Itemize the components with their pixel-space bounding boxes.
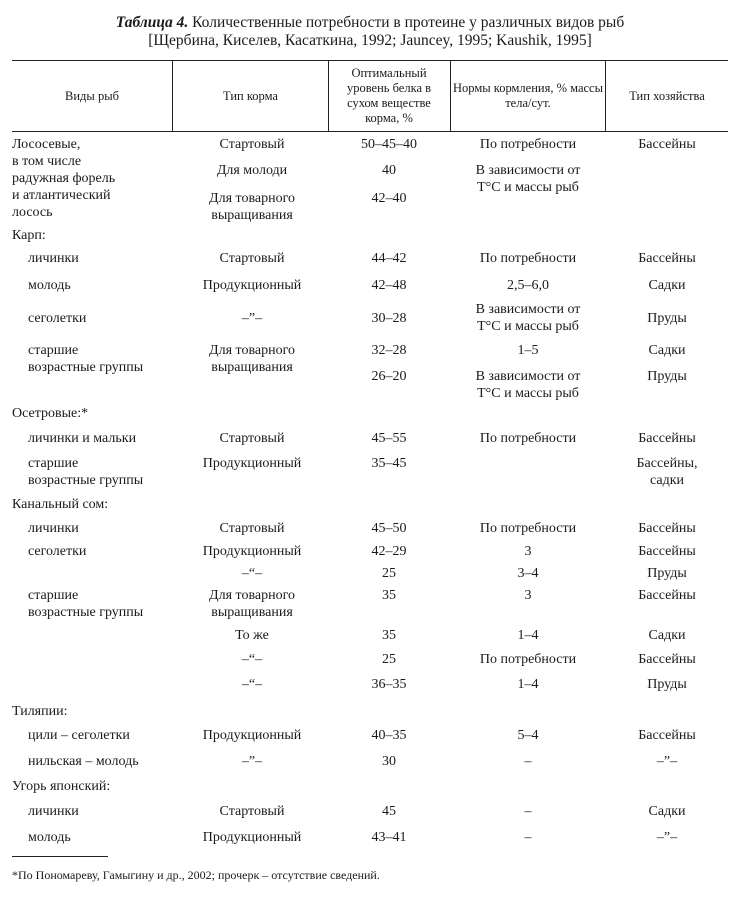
norms-cell: В зависимости от (475, 369, 581, 384)
protein-cell: 40 (382, 163, 396, 178)
protein-cell: 35–45 (371, 456, 407, 471)
header-species: Виды рыб (65, 88, 119, 103)
species-label: личинки и мальки (28, 431, 137, 446)
norms-cell: 2,5–6,0 (507, 278, 549, 293)
species-label: старшие (28, 456, 79, 471)
norms-cell: T°C и массы рыб (477, 319, 579, 334)
species-label: старшие (28, 343, 79, 358)
norms-cell: В зависимости от (475, 302, 581, 317)
species-group-label: Карп: (12, 228, 46, 243)
protein-cell: 45–55 (371, 431, 407, 446)
feed-type-cell: Для товарного (209, 588, 295, 603)
farm-cell: Бассейны (638, 652, 696, 667)
feed-type-cell: –”– (241, 311, 263, 326)
species-label: личинки (28, 521, 79, 536)
farm-cell: –”– (656, 754, 678, 769)
feed-type-cell: –”– (241, 754, 263, 769)
norms-cell: 5–4 (517, 728, 539, 743)
protein-cell: 36–35 (371, 677, 407, 692)
feed-type-cell: Стартовый (219, 431, 285, 446)
farm-cell: Бассейны (638, 544, 696, 559)
species-group-label: Осетровые:* (12, 406, 89, 421)
farm-cell: Бассейны (638, 431, 696, 446)
protein-cell: 25 (382, 652, 396, 667)
protein-cell: 35 (382, 628, 396, 643)
header-bottom-rule (12, 131, 728, 132)
feed-type-cell: Стартовый (219, 137, 285, 152)
species-group-label: Тиляпии: (12, 704, 68, 719)
feed-type-cell: Стартовый (219, 804, 285, 819)
species-label: лосось (12, 205, 53, 220)
feed-type-cell: Продукционный (202, 456, 302, 471)
norms-cell: – (524, 830, 532, 845)
feed-type-cell: выращивания (211, 360, 293, 375)
species-label: сеголетки (28, 544, 87, 559)
feed-type-cell: выращивания (211, 605, 293, 620)
table-title (0, 14, 740, 32)
farm-cell: Бассейны, (636, 456, 698, 471)
species-label: нильская – молодь (28, 754, 139, 769)
header-farm: Тип хозяйства (629, 88, 705, 103)
feed-type-cell: Продукционный (202, 728, 302, 743)
table-title-text: Количественные потребности в протеине у различных видов рыб (188, 14, 625, 31)
protein-cell: 43–41 (371, 830, 407, 845)
farm-cell: Бассейны (638, 137, 696, 152)
norms-cell: 1–4 (517, 628, 539, 643)
farm-cell: Садки (648, 628, 686, 643)
norms-cell: По потребности (479, 251, 577, 266)
norms-cell: 1–5 (517, 343, 539, 358)
farm-cell: Бассейны (638, 251, 696, 266)
norms-cell: 3–4 (517, 566, 539, 581)
norms-cell: – (524, 804, 532, 819)
species-label: молодь (28, 830, 71, 845)
norms-cell: T°C и массы рыб (477, 180, 579, 195)
protein-cell: 42–29 (371, 544, 407, 559)
farm-cell: Пруды (647, 311, 687, 326)
species-label: сеголетки (28, 311, 87, 326)
species-group-label: Угорь японский: (12, 779, 111, 794)
norms-cell: По потребности (479, 521, 577, 536)
table-sources: [Щербина, Киселев, Касаткина, 1992; Jauncey, 1995; Kaushik, 1995] (148, 32, 592, 49)
feed-type-cell: Продукционный (202, 544, 302, 559)
protein-cell: 30–28 (371, 311, 407, 326)
species-label: личинки (28, 251, 79, 266)
feed-type-cell: –“– (241, 677, 263, 692)
protein-cell: 45–50 (371, 521, 407, 536)
farm-cell: садки (649, 473, 685, 488)
protein-cell: 32–28 (371, 343, 407, 358)
species-label: возрастные группы (28, 605, 144, 620)
farm-cell: Бассейны (638, 521, 696, 536)
protein-cell: 30 (382, 754, 396, 769)
norms-cell: По потребности (479, 137, 577, 152)
feed-type-cell: Продукционный (202, 278, 302, 293)
species-label: Лососевые, (12, 137, 81, 152)
farm-cell: Пруды (647, 677, 687, 692)
feed-type-cell: Стартовый (219, 251, 285, 266)
protein-cell: 35 (382, 588, 396, 603)
norms-cell: По потребности (479, 652, 577, 667)
species-label: молодь (28, 278, 71, 293)
norms-cell: 1–4 (517, 677, 539, 692)
species-label: старшие (28, 588, 79, 603)
protein-cell: 50–45–40 (361, 137, 417, 152)
species-label: в том числе (12, 154, 82, 169)
species-label: цили – сеголетки (28, 728, 130, 743)
protein-cell: 45 (382, 804, 396, 819)
farm-cell: –”– (656, 830, 678, 845)
feed-type-cell: Для товарного (209, 191, 295, 206)
protein-cell: 40–35 (371, 728, 407, 743)
feed-type-cell: Для товарного (209, 343, 295, 358)
feed-type-cell: –“– (241, 566, 263, 581)
species-label: личинки (28, 804, 79, 819)
species-label: радужная форель (12, 171, 116, 186)
norms-cell: T°C и массы рыб (477, 386, 579, 401)
farm-cell: Бассейны (638, 728, 696, 743)
feed-type-cell: Для молоди (216, 163, 288, 178)
protein-cell: 26–20 (371, 369, 407, 384)
feed-type-cell: Продукционный (202, 830, 302, 845)
farm-cell: Бассейны (638, 588, 696, 603)
header-norms: Нормы кормления, % массы тела/сут. (453, 81, 603, 110)
norms-cell: В зависимости от (475, 163, 581, 178)
farm-cell: Садки (648, 343, 686, 358)
species-group-label: Канальный сом: (12, 497, 109, 512)
feed-type-cell: Стартовый (219, 521, 285, 536)
feed-type-cell: выращивания (211, 208, 293, 223)
norms-cell: – (524, 754, 532, 769)
protein-cell: 44–42 (371, 251, 407, 266)
species-label: и атлантический (12, 188, 111, 203)
norms-cell: 3 (524, 588, 532, 603)
header-divider (328, 60, 329, 131)
header-protein: Оптимальный уровень белка в сухом веществе корма, % (346, 66, 432, 125)
norms-cell: 3 (524, 544, 532, 559)
feed-type-cell: То же (235, 628, 269, 643)
norms-cell: По потребности (479, 431, 577, 446)
protein-cell: 42–48 (371, 278, 407, 293)
farm-cell: Садки (648, 278, 686, 293)
farm-cell: Пруды (647, 566, 687, 581)
species-label: возрастные группы (28, 473, 144, 488)
farm-cell: Пруды (647, 369, 687, 384)
table-caption: Таблица 4. (115, 14, 189, 31)
farm-cell: Садки (648, 804, 686, 819)
feed-type-cell: –“– (241, 652, 263, 667)
species-label: возрастные группы (28, 360, 144, 375)
protein-cell: 42–40 (371, 191, 407, 206)
protein-cell: 25 (382, 566, 396, 581)
footnote: *По Пономареву, Гамыгину и др., 2002; прочерк – отсутствие сведений. (12, 868, 380, 882)
footnote-rule (12, 856, 108, 857)
header-feed-type: Тип корма (223, 88, 278, 103)
